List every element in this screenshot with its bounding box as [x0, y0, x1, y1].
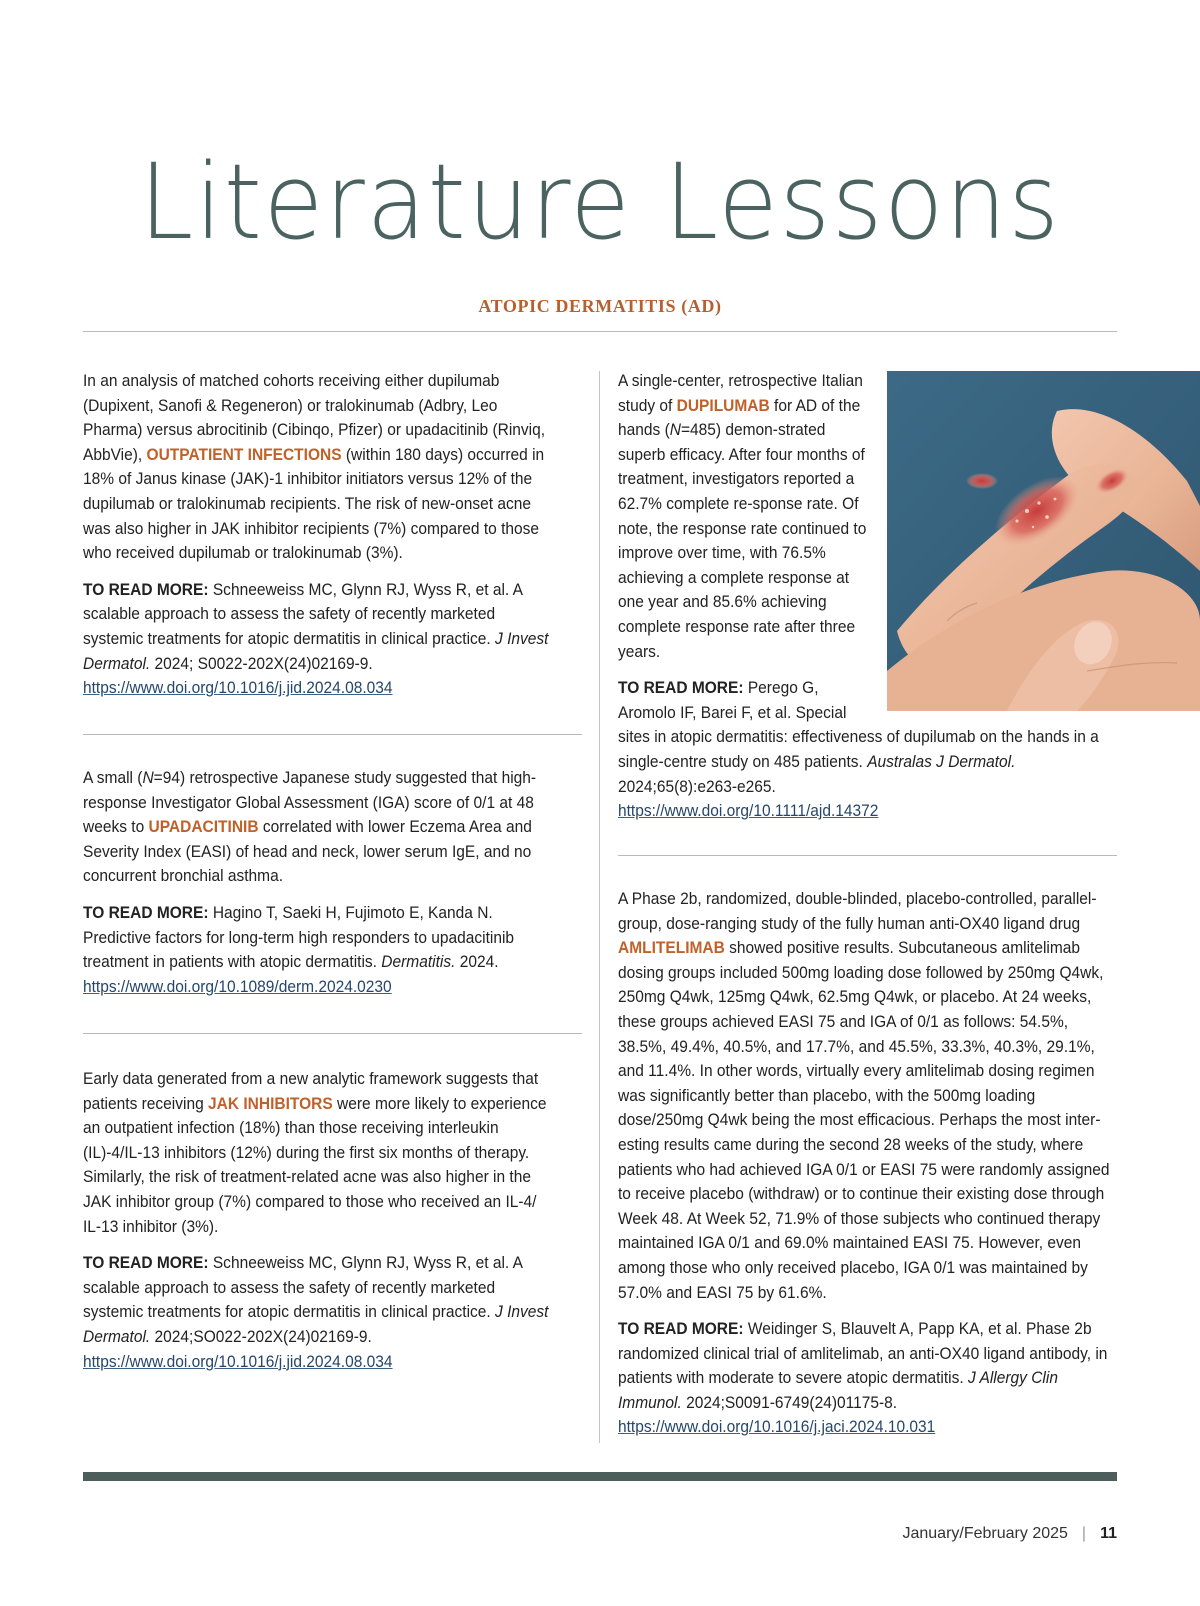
article-summary: A single-center, retrospective Italian study of DUPILUMAB for AD of the hands (N=485) demon-strated superb efficacy. After four months of treatment, investigators reported a 62.7% complete re-sponse rate. Of note, the response rate continued to improve over time, with 76.5% achieving a complete response at one year and 85.6% achieving complete response rate after three years.	[618, 372, 867, 661]
article-divider	[83, 1033, 582, 1034]
section-divider	[83, 331, 1117, 332]
drug-highlight: JAK INHIBITORS	[208, 1094, 333, 1113]
article-summary: A Phase 2b, randomized, double-blinded, placebo-controlled, parallel-group, dose-ranging study of the fully human anti-OX40 ligand drug AMLITELIMAB showed positive results. Subcutaneous amlitelimab dosing groups included 500mg loading dose followed by 250mg Q4wk, 250mg Q4wk, 125mg Q4wk, 62.5mg Q4wk, or placebo. At 24 weeks, these groups achieved EASI 75 and IGA of 0/1 as follows: 54.5%, 38.5%, 49.4%, 40.5%, and 17.7%, and 45.5%, 33.3%, 40.3%, 29.1%, and 11.4%. In other words, virtually every amlitelimab dosing regimen was significantly better than placebo, with the 500mg loading dose/250mg Q4wk being the most efficacious. Perhaps the most inter-esting results came during the second 28 weeks of the study, where patients who had achieved IGA 0/1 or EASI 75 were randomly assigned to receive placebo (withdraw) or to continue their existing dose through Week 48. At Week 52, 71.9% of those subjects who continued therapy maintained IGA 0/1 and 69.0% maintained EASI 75. However, even among those who only received placebo, IGA 0/1 was maintained by 57.0% and EASI 75 by 61.6%.	[618, 890, 1110, 1302]
page-footer	[902, 1525, 1117, 1543]
article-reference: TO READ MORE: Hagino T, Saeki H, Fujimoto E, Kanda N. Predictive factors for long-term high responders to upadacitinib treatment in patients with atopic dermatitis. Dermatitis. 2024. https://www.doi.org/10.1089/derm.2024.0230	[83, 903, 515, 996]
drug-highlight: AMLITELIMAB	[618, 939, 725, 958]
article-summary: Early data generated from a new analytic framework suggests that patients receiving JAK INHIBITORS were more likely to experience an outpatient infection (18%) than those receiving interleukin (IL)-4/IL-13 inhibitors (12%) during the first six months of therapy. Similarly, the risk of treatment-related acne was also higher in the JAK inhibitor group (7%) compared to those who received an IL-4/ IL-13 inhibitor (3%).	[83, 1070, 547, 1236]
article-jak-inhibitors	[83, 1067, 553, 1386]
drug-highlight: OUTPATIENT INFECTIONS	[146, 445, 342, 464]
article-reference: TO READ MORE: Schneeweiss MC, Glynn RJ, Wyss R, et al. A scalable approach to assess the safety of recently marketed systemic treatments for atopic dermatitis in clinical practice. J Invest Dermatol. 2024;SO022-202X(24)02169-9. https://www.doi.org/10.1016/j.jid.2024.08.034	[83, 1254, 549, 1371]
doi-link[interactable]: https://www.doi.org/10.1016/j.jid.2024.08.034	[83, 1352, 393, 1371]
article-dupilumab-hands	[618, 369, 1116, 836]
article-summary: In an analysis of matched cohorts receiving either dupilumab (Dupixent, Sanofi & Regeneron) or tralokinumab (Adbry, Leo Pharma) versus abrocitinib (Cibinqo, Pfizer) or upadacitinib (Rinviq, AbbVie), OUTPATIENT INFECTIONS (within 180 days) occurred in 18% of Janus kinase (JAK)-1 inhibitor initiators versus 12% of the dupilumab or tralokinumab recipients. The risk of new-onset acne was also higher in JAK inhibitor recipients (7%) compared to those who received dupilumab or tralokinumab (3%).	[83, 372, 546, 563]
page-number: 11	[1100, 1525, 1117, 1542]
article-reference: TO READ MORE: Perego G, Aromolo IF, Barei F, et al. Special sites in atopic dermatitis: effectiveness of dupilumab on the hands in a single-centre study on 485 patients. Australas J Dermatol. 2024;65(8):e263-e265. https://www.doi.org/10.1111/ajd.14372	[618, 679, 1099, 821]
article-outpatient-infections	[83, 369, 553, 713]
drug-highlight: UPADACITINIB	[148, 818, 259, 837]
column-divider	[599, 371, 600, 1443]
doi-link[interactable]: https://www.doi.org/10.1016/j.jid.2024.08.034	[83, 679, 393, 698]
article-divider	[618, 855, 1117, 856]
article-summary: A small (N=94) retrospective Japanese study suggested that high-response Investigator Global Assessment (IGA) score of 0/1 at 48 weeks to UPADACITINIB correlated with lower Eczema Area and Severity Index (EASI) of head and neck, lower serum IgE, and no concurrent bronchial asthma.	[83, 769, 537, 886]
article-reference: TO READ MORE: Weidinger S, Blauvelt A, Papp KA, et al. Phase 2b randomized clinical trial of amlitelimab, an anti-OX40 ligand antibody, in patients with moderate to severe atopic dermatitis. J Allergy Clin Immunol. 2024;S0091-6749(24)01175-8. https://www.doi.org/10.1016/j.jaci.2024.10.031	[618, 1320, 1108, 1437]
article-upadacitinib	[83, 766, 553, 1011]
article-divider	[83, 734, 582, 735]
issue-date: January/February 2025	[902, 1525, 1068, 1542]
photo-float-spacer	[876, 369, 1117, 709]
doi-link[interactable]: https://www.doi.org/10.1111/ajd.14372	[618, 802, 879, 821]
section-heading: ATOPIC DERMATITIS (AD)	[478, 296, 722, 316]
doi-link[interactable]: https://www.doi.org/10.1016/j.jaci.2024.10.031	[618, 1418, 936, 1437]
footer-separator: |	[1081, 1525, 1087, 1542]
article-reference: TO READ MORE: Schneeweiss MC, Glynn RJ, Wyss R, et al. A scalable approach to assess the safety of recently marketed systemic treatments for atopic dermatitis in clinical practice. J Invest Dermatol. 2024; S0022-202X(24)02169-9. https://www.doi.org/10.1016/j.jid.2024.08.034	[83, 580, 549, 698]
drug-highlight: DUPILUMAB	[676, 396, 770, 415]
footer-bar	[83, 1472, 1117, 1481]
doi-link[interactable]: https://www.doi.org/10.1089/derm.2024.0230	[83, 977, 392, 996]
article-amlitelimab	[618, 887, 1116, 1452]
page-title: Literature Lessons	[139, 141, 1061, 263]
